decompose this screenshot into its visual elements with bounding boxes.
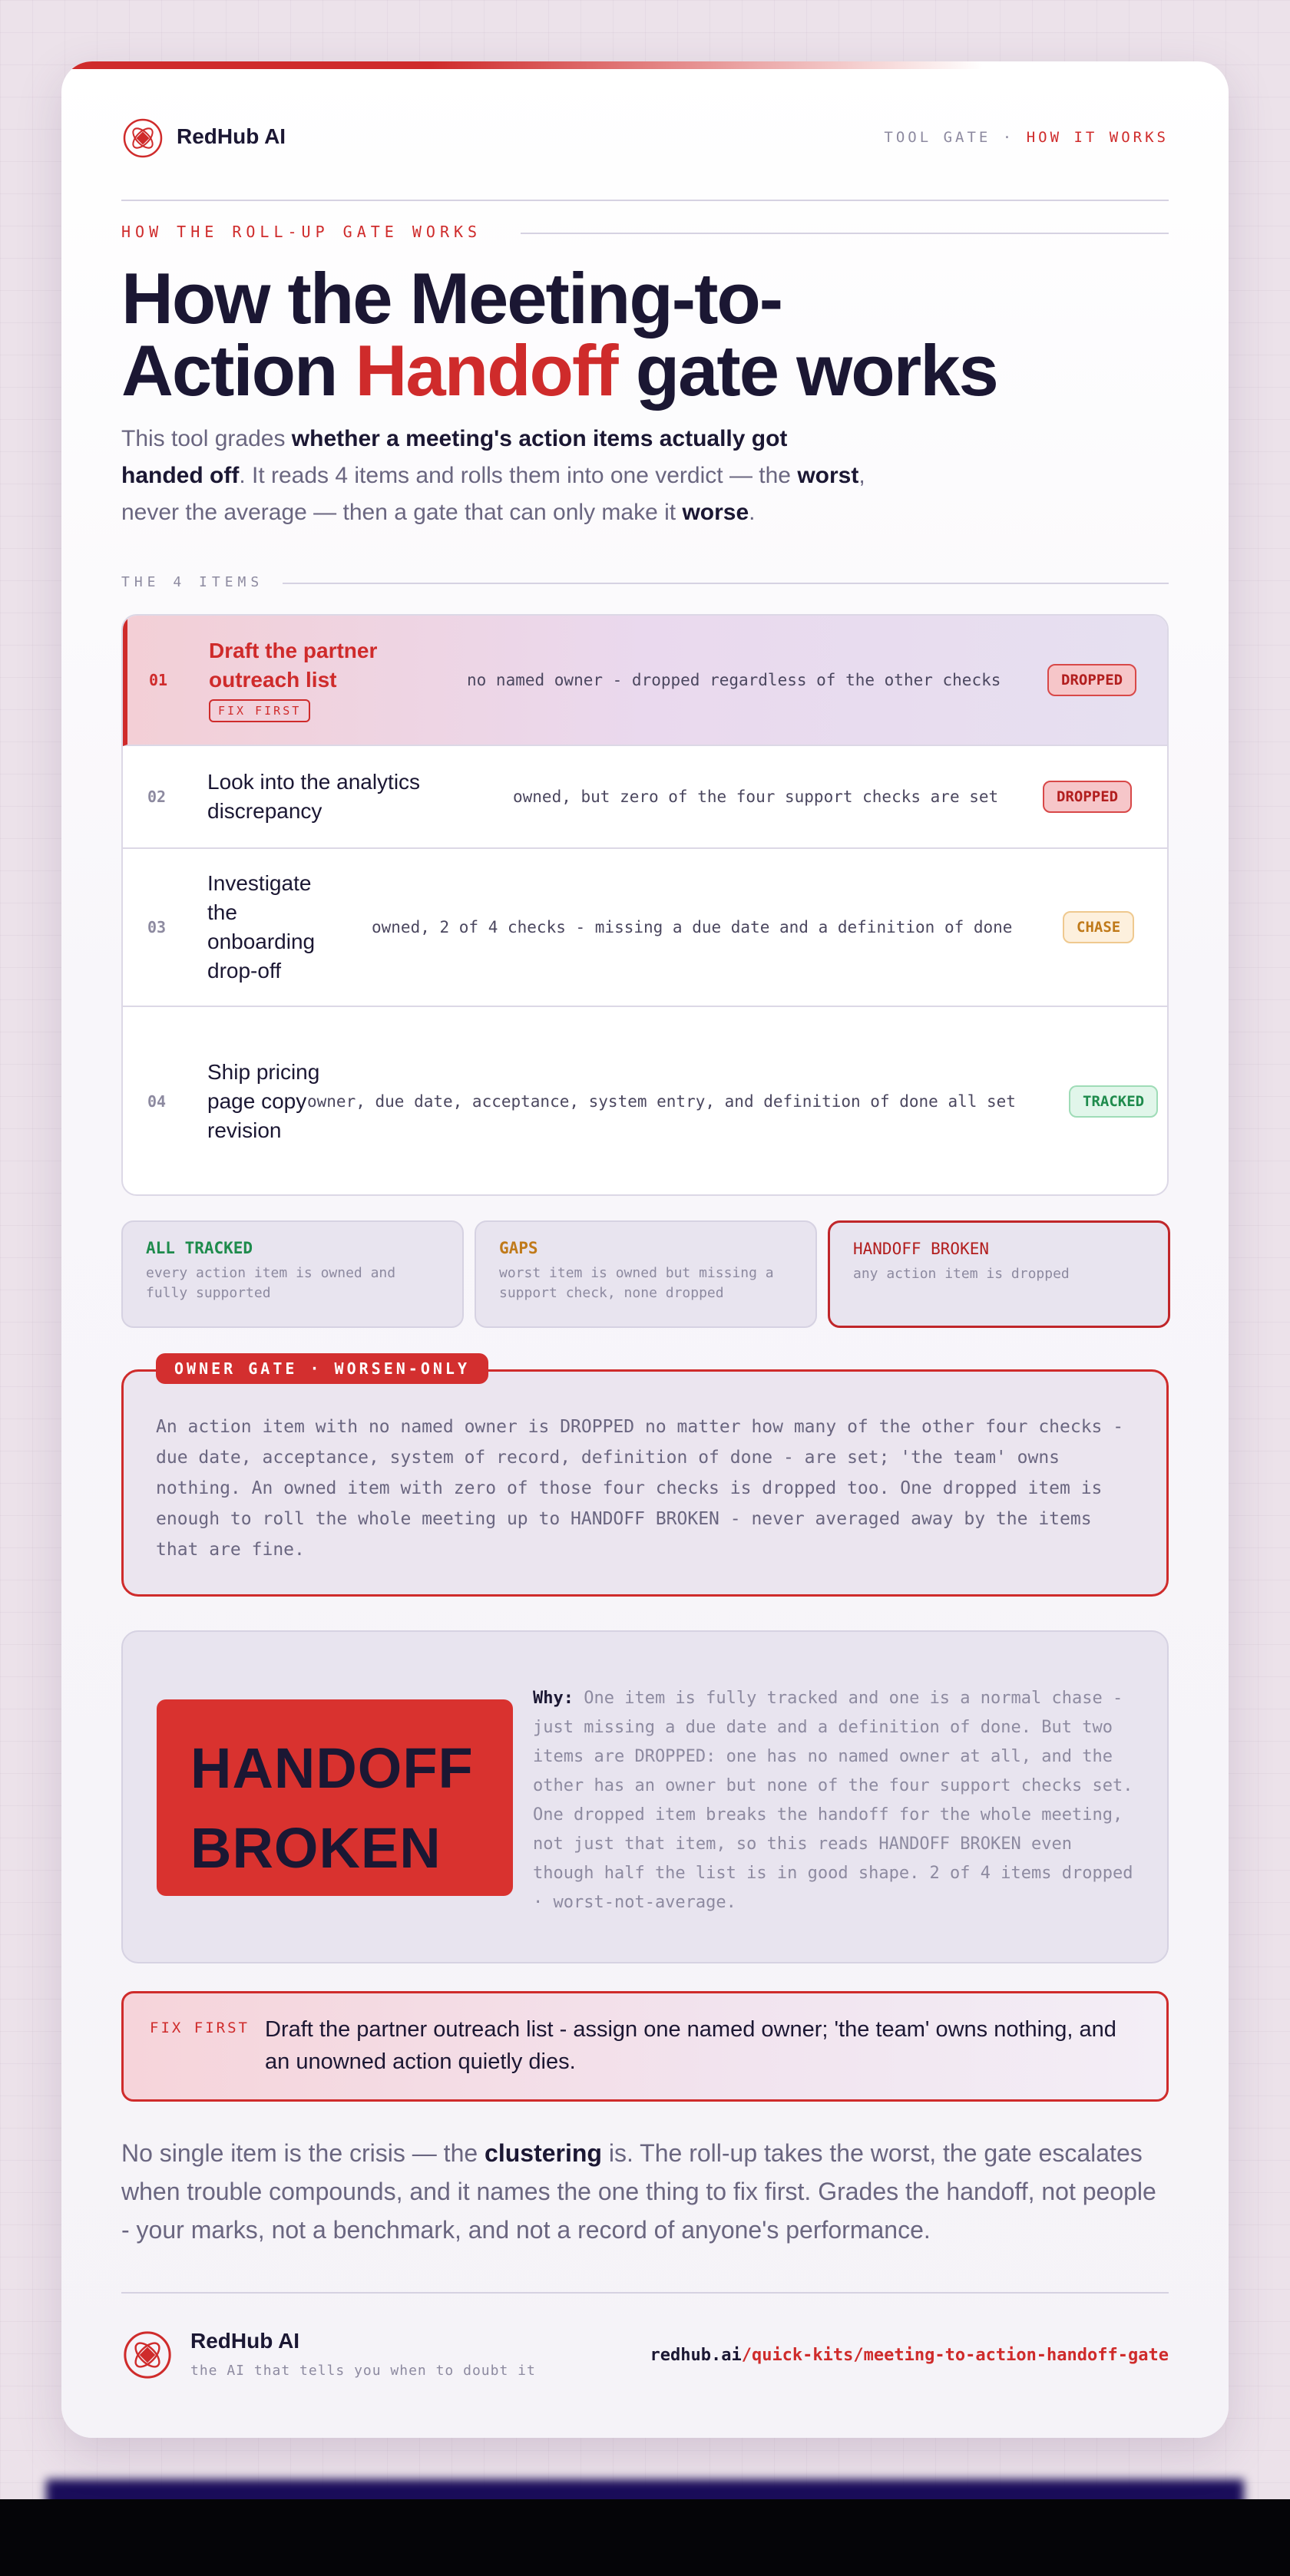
item-number: 03: [147, 918, 167, 936]
table-row[interactable]: [123, 746, 1167, 849]
item-name: Ship pricing page copy revision: [207, 1060, 320, 1142]
table-row[interactable]: [123, 849, 1167, 1007]
divider: [283, 583, 1169, 584]
breadcrumb-tool-gate[interactable]: TOOL GATE ·: [884, 129, 1015, 146]
header: [121, 117, 1169, 201]
main-card: [61, 61, 1229, 2438]
fix-first-label: FIX FIRST: [150, 2020, 250, 2036]
breadcrumb-how-it-works[interactable]: HOW IT WORKS: [1026, 129, 1169, 146]
verdict-panel: [121, 1630, 1169, 1963]
scale-gaps: [475, 1220, 817, 1328]
closing-text: is. The roll-up takes the worst, the gate escalates when trouble compounds, and it names the one thing to fix first. Grades the handoff, not people - your marks, not a benchmark, and not a record of anyone's performance.: [121, 2139, 1156, 2244]
card-top-accent: [61, 61, 983, 69]
eyebrow-text: HOW THE ROLL-UP GATE WORKS: [121, 223, 482, 241]
lede-bold: worse: [682, 500, 749, 525]
owner-gate-tag: OWNER GATE · WORSEN-ONLY: [156, 1353, 488, 1384]
items-section-label: [121, 574, 1169, 597]
item-name: Investigate the onboarding drop-off: [207, 871, 316, 983]
scale-desc: every action item is owned and fully supported: [146, 1265, 396, 1301]
status-badge: TRACKED: [1069, 1085, 1158, 1118]
redhub-logo-icon: [121, 2329, 174, 2381]
why-label: Why:: [533, 1689, 574, 1708]
item-detail: no named owner - dropped regardless of the other checks: [467, 671, 1001, 689]
item-detail: owned, 2 of 4 checks - missing a due date and a definition of done: [372, 918, 1013, 936]
why-text: One item is fully tracked and one is a normal chase - just missing a due date and a definition of done. But two items are DROPPED: one has no named owner at all, and the other has an owner but none of the four support checks set. One dropped item breaks the handoff for the whole meeting, not just that item, so this reads HANDOFF BROKEN even though half the list is in good shape. 2 of 4 items dropped · worst-not-average.: [533, 1689, 1133, 1912]
owner-gate-panel: [121, 1359, 1169, 1597]
status-badge: DROPPED: [1047, 664, 1136, 696]
divider: [521, 233, 1169, 234]
scale-handoff-broken: [828, 1220, 1170, 1328]
fix-first-panel: [121, 1991, 1169, 2102]
bottom-band: [0, 2499, 1290, 2576]
title-line2-start: Action: [121, 330, 356, 411]
item-number: 01: [149, 671, 168, 689]
scale-desc: worst item is owned but missing a support check, none dropped: [499, 1265, 774, 1301]
fix-first-text: Draft the partner outreach list - assign one named owner; 'the team' owns nothing, and an unowned action quietly dies.: [265, 2017, 1116, 2074]
table-row[interactable]: [123, 616, 1167, 746]
items-table: [121, 614, 1169, 1196]
status-badge: CHASE: [1063, 911, 1134, 943]
verdict-explanation: [533, 1684, 1140, 1917]
table-row[interactable]: [123, 1007, 1167, 1196]
scale-desc: any action item is dropped: [853, 1266, 1070, 1282]
lede-text: . It reads 4 items and rolls them into one verdict — the: [239, 463, 798, 488]
verdict-line2: BROKEN: [190, 1816, 442, 1880]
owner-gate-text: An action item with no named owner is DROPPED no matter how many of the other four checks - due date, acceptance, system of record, definition of done - are set; 'the team' owns nothing. An owned item with zero of those four checks is dropped too. One dropped item is enough to roll the whole meeting up to HANDOFF BROKEN - never averaged away by the items that are fine.: [156, 1417, 1124, 1560]
scale-title: ALL TRACKED: [146, 1239, 253, 1257]
title-line2-end: gate works: [617, 330, 997, 411]
lede-bold: worst: [797, 463, 859, 488]
verdict-scale: [121, 1220, 1169, 1329]
eyebrow: [121, 223, 1169, 253]
footer-brand: RedHub AI: [190, 2329, 300, 2353]
closing-paragraph: [121, 2134, 1169, 2249]
redhub-logo-icon: [121, 117, 164, 160]
closing-text: No single item is the crisis — the: [121, 2139, 485, 2167]
scale-title: GAPS: [499, 1239, 538, 1257]
fix-first-tag: FIX FIRST: [209, 699, 310, 722]
items-label-text: THE 4 ITEMS: [121, 574, 264, 590]
url-path: /quick-kits/meeting-to-action-handoff-gate: [741, 2346, 1169, 2365]
scale-all-tracked: [121, 1220, 464, 1328]
closing-bold: clustering: [485, 2139, 602, 2167]
lede-text: , never the average — then a gate that can only make it: [121, 463, 865, 525]
page-title: [121, 258, 1169, 411]
item-number: 04: [147, 1092, 167, 1111]
footer: [121, 2292, 1169, 2387]
item-detail: owner, due date, acceptance, system entry, and definition of done all set: [307, 1092, 1016, 1111]
footer-tagline: the AI that tells you when to doubt it: [190, 2363, 536, 2379]
lede-paragraph: [121, 421, 874, 531]
footer-url-link[interactable]: [650, 2346, 1169, 2365]
brand-name: RedHub AI: [177, 124, 286, 148]
status-badge: DROPPED: [1043, 781, 1132, 813]
url-domain: redhub.ai: [650, 2346, 742, 2365]
item-name: [209, 636, 408, 724]
verdict-stamp: [157, 1699, 513, 1896]
item-name: Look into the analytics discrepancy: [207, 770, 421, 823]
item-detail: owned, but zero of the four support checks are set: [513, 788, 999, 806]
lede-bold: whether a meeting's action items actually got handed off: [121, 426, 788, 488]
lede-text: This tool grades: [121, 426, 292, 451]
verdict-line1: HANDOFF: [190, 1736, 474, 1800]
item-number: 02: [147, 788, 167, 806]
title-accent: Handoff: [355, 330, 617, 411]
lede-text: .: [749, 500, 756, 525]
item-name-text: Draft the partner outreach list: [209, 639, 378, 692]
title-line1: How the Meeting-to-: [121, 258, 782, 339]
scale-title: HANDOFF BROKEN: [853, 1240, 990, 1258]
breadcrumb: [884, 129, 1169, 146]
